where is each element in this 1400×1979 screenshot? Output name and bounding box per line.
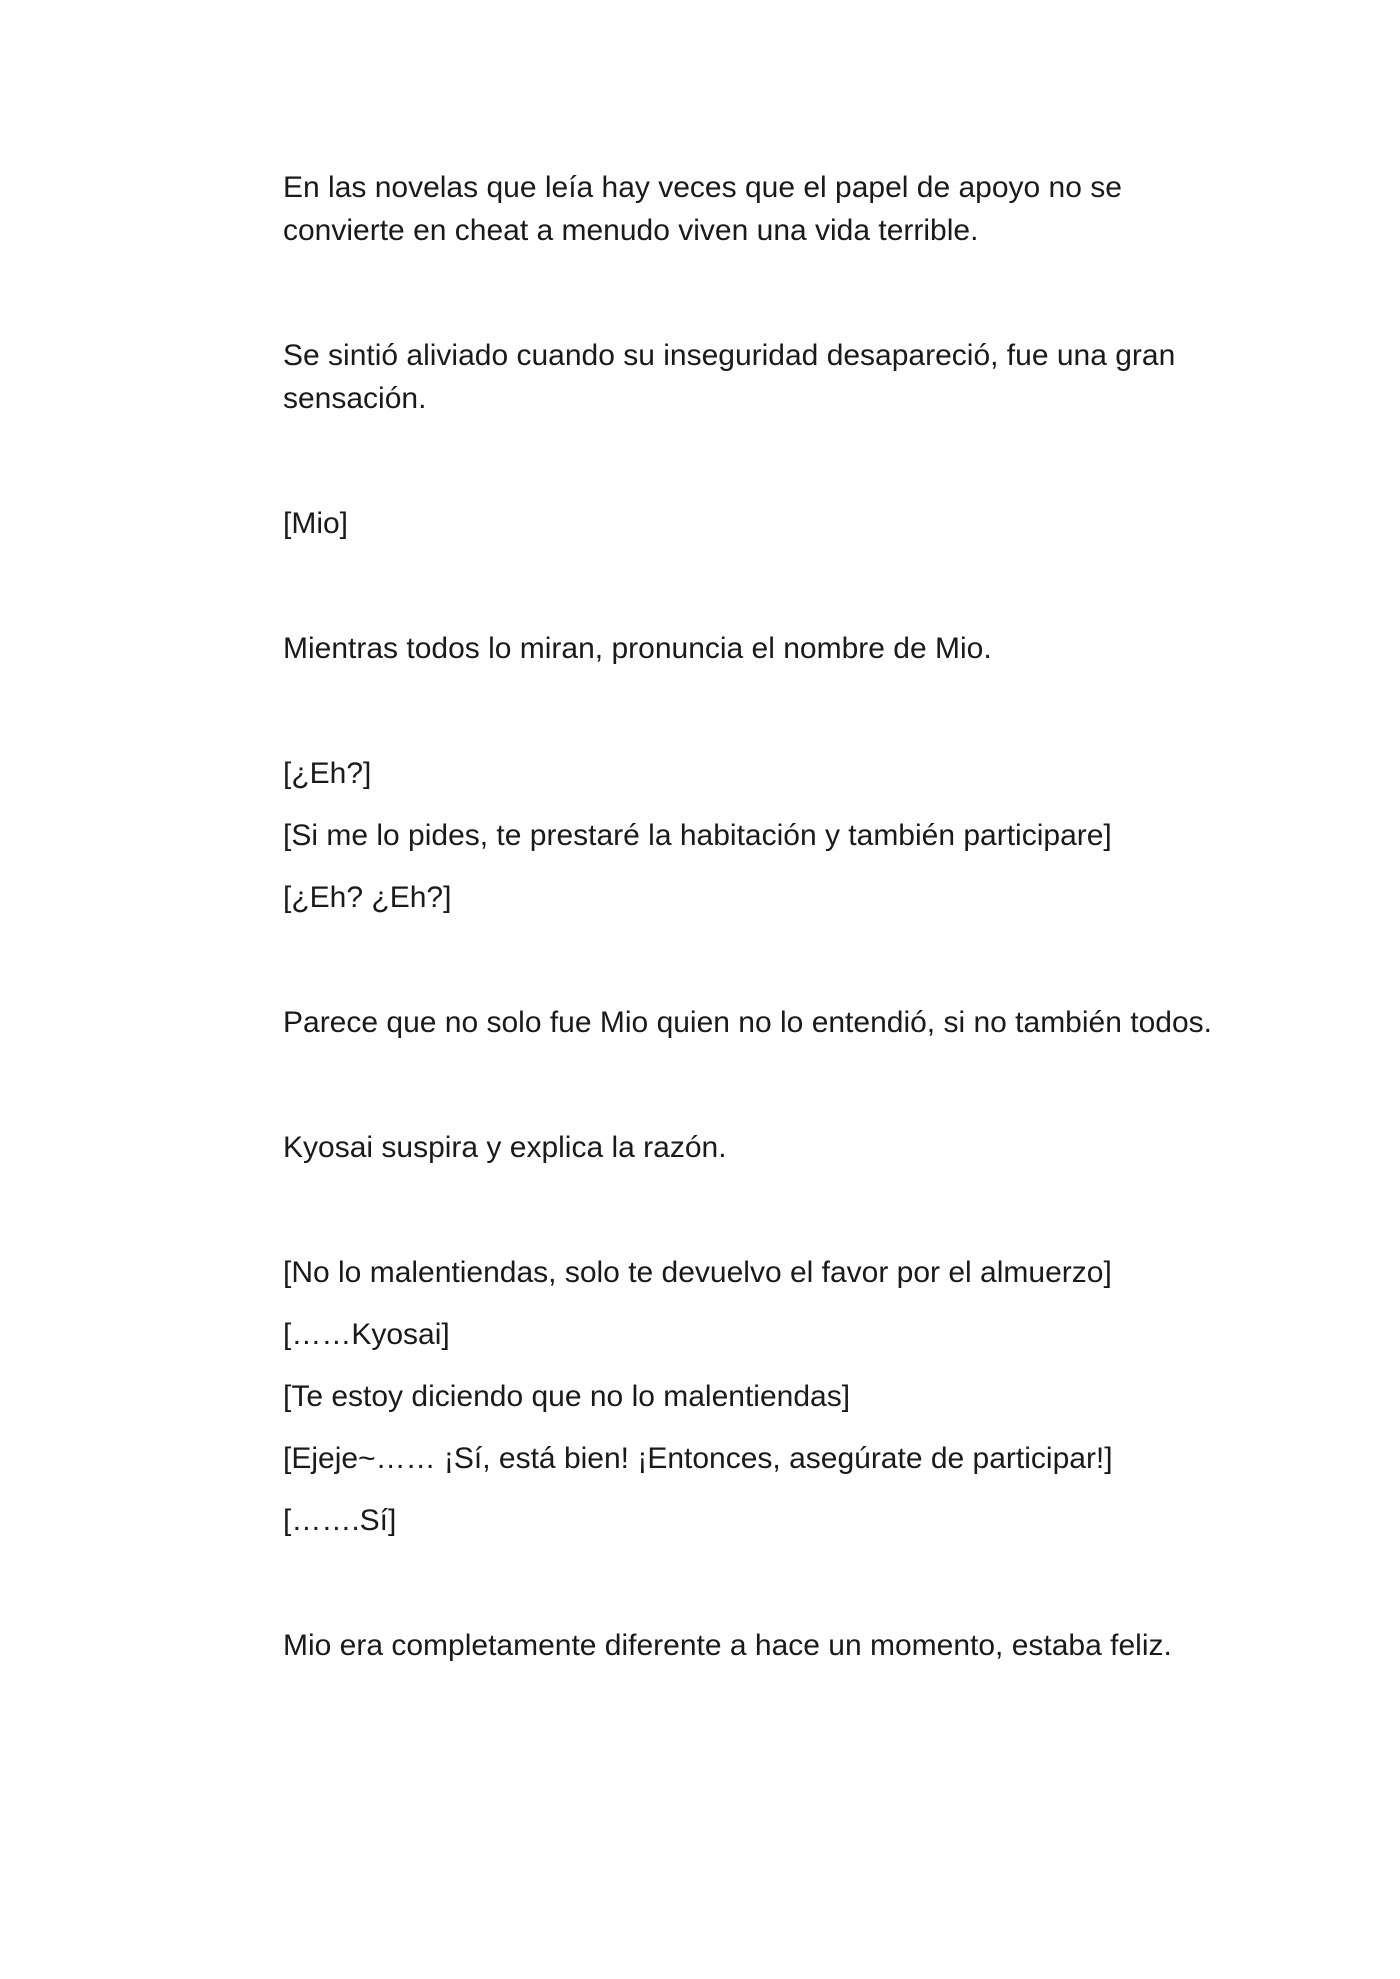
paragraph-mio-happy: Mio era completamente diferente a hace un momento, estaba feliz. bbox=[283, 1629, 1172, 1662]
paragraph-name-called: Mientras todos lo miran, pronuncia el nombre de Mio. bbox=[283, 632, 992, 665]
dialogue-si: […….Sí] bbox=[283, 1504, 397, 1537]
paragraph-novels: En las novelas que leía hay veces que el papel de apoyo no se convierte en cheat a menudo viven una vida terrible. bbox=[283, 171, 1122, 247]
paragraph-everyone-confused: Parece que no solo fue Mio quien no lo entendió, si no también todos. bbox=[283, 1006, 1212, 1039]
dialogue-kyosai: [……Kyosai] bbox=[283, 1318, 450, 1351]
dialogue-eh: [¿Eh?] bbox=[283, 757, 372, 790]
dialogue-ejeje: [Ejeje~…… ¡Sí, está bien! ¡Entonces, asegúrate de participar!] bbox=[283, 1442, 1113, 1475]
dialogue-mio: [Mio] bbox=[283, 507, 349, 540]
dialogue-eh-eh: [¿Eh? ¿Eh?] bbox=[283, 881, 452, 914]
document-body bbox=[283, 166, 1243, 1667]
dialogue-dont-misunderstand: [No lo malentiendas, solo te devuelvo el favor por el almuerzo] bbox=[283, 1256, 1112, 1289]
dialogue-telling-you: [Te estoy diciendo que no lo malentiendas] bbox=[283, 1380, 851, 1413]
dialogue-lend-room: [Si me lo pides, te prestaré la habitación y también participare] bbox=[283, 819, 1112, 852]
paragraph-kyosai-sighs: Kyosai suspira y explica la razón. bbox=[283, 1131, 727, 1164]
paragraph-relief: Se sintió aliviado cuando su inseguridad desapareció, fue una gran sensación. bbox=[283, 339, 1176, 415]
